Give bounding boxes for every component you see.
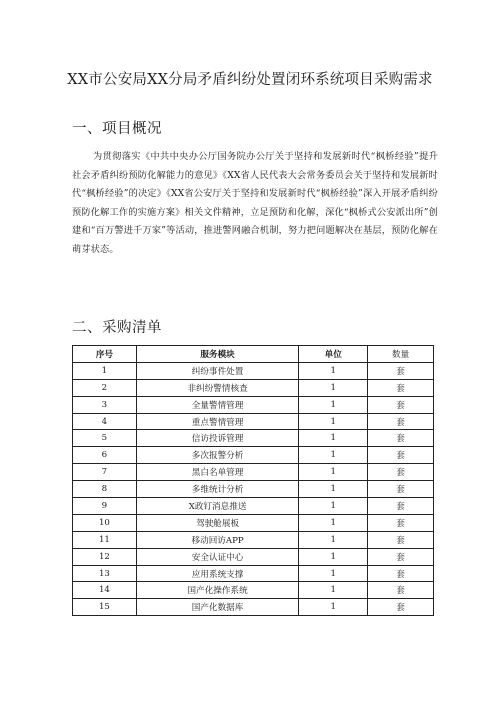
cell-module: 国产化操作系统 xyxy=(136,582,299,599)
cell-index: 11 xyxy=(73,531,137,548)
cell-quantity: 套 xyxy=(368,531,434,548)
cell-unit: 1 xyxy=(299,413,368,430)
cell-unit: 1 xyxy=(299,464,368,481)
cell-unit: 1 xyxy=(299,498,368,515)
cell-index: 12 xyxy=(73,548,137,565)
table-row xyxy=(73,514,434,531)
cell-module: 移动回访APP xyxy=(136,531,299,548)
cell-quantity: 套 xyxy=(368,548,434,565)
cell-index: 5 xyxy=(73,430,137,447)
section-heading-procurement-list: 二、采购清单 xyxy=(72,320,162,336)
cell-index: 13 xyxy=(73,565,137,582)
cell-unit: 1 xyxy=(299,514,368,531)
procurement-table xyxy=(72,345,434,616)
cell-unit: 1 xyxy=(299,599,368,616)
table-row xyxy=(73,413,434,430)
cell-module: 驾驶舱展板 xyxy=(136,514,299,531)
header-unit: 单位 xyxy=(299,346,368,363)
header-index: 序号 xyxy=(73,346,137,363)
cell-quantity: 套 xyxy=(368,582,434,599)
cell-module: 纠纷事件处置 xyxy=(136,362,299,379)
document-title: XX市公安局XX分局矛盾纠纷处置闭环系统项目采购需求 xyxy=(67,72,433,88)
cell-module: 安全认证中心 xyxy=(136,548,299,565)
cell-quantity: 套 xyxy=(368,413,434,430)
cell-module: 全量警情管理 xyxy=(136,396,299,413)
cell-unit: 1 xyxy=(299,565,368,582)
cell-module: X政钉消息推送 xyxy=(136,498,299,515)
header-service-module: 服务模块 xyxy=(136,346,299,363)
table-row xyxy=(73,396,434,413)
cell-module: 黑白名单管理 xyxy=(136,464,299,481)
cell-module: 重点警情管理 xyxy=(136,413,299,430)
cell-quantity: 套 xyxy=(368,514,434,531)
table-row xyxy=(73,464,434,481)
cell-module: 非纠纷警情核查 xyxy=(136,379,299,396)
table-row xyxy=(73,379,434,396)
cell-module: 多维统计分析 xyxy=(136,481,299,498)
cell-index: 8 xyxy=(73,481,137,498)
cell-quantity: 套 xyxy=(368,362,434,379)
cell-quantity: 套 xyxy=(368,396,434,413)
header-quantity: 数量 xyxy=(368,346,434,363)
table-row xyxy=(73,599,434,616)
cell-index: 2 xyxy=(73,379,137,396)
cell-module: 应用系统支撑 xyxy=(136,565,299,582)
cell-unit: 1 xyxy=(299,396,368,413)
table-row xyxy=(73,362,434,379)
cell-index: 14 xyxy=(73,582,137,599)
cell-index: 7 xyxy=(73,464,137,481)
cell-index: 10 xyxy=(73,514,137,531)
cell-index: 6 xyxy=(73,447,137,464)
cell-quantity: 套 xyxy=(368,447,434,464)
cell-quantity: 套 xyxy=(368,379,434,396)
cell-quantity: 套 xyxy=(368,599,434,616)
cell-quantity: 套 xyxy=(368,481,434,498)
table-header-row xyxy=(73,346,434,363)
table-row xyxy=(73,498,434,515)
section-heading-overview: 一、项目概况 xyxy=(72,121,162,137)
cell-unit: 1 xyxy=(299,548,368,565)
overview-paragraph: 为贯彻落实《中共中央办公厅国务院办公厅关于坚持和发展新时代“枫桥经验”提升社会矛盾纠纷预防化解能力的意见》《XX省人民代表大会常务委员会关于坚持和发展新时代“枫桥经验”的决定》《XX省公安厅关于坚持和发展新时代“枫桥经验”深入开展矛盾纠纷预防化解工作的实施方案》相关文件精神，立足预防和化解，深化“枫桥式公安派出所”创建和“百万警进千万家”等活动，推进警网融合机制，努力把问题解决在基层，预防化解在萌芽状态。 xyxy=(72,151,438,255)
table-row xyxy=(73,565,434,582)
cell-unit: 1 xyxy=(299,447,368,464)
cell-module: 多次报警分析 xyxy=(136,447,299,464)
table-row xyxy=(73,531,434,548)
cell-quantity: 套 xyxy=(368,464,434,481)
cell-module: 信访投诉管理 xyxy=(136,430,299,447)
cell-unit: 1 xyxy=(299,362,368,379)
table-row xyxy=(73,481,434,498)
cell-quantity: 套 xyxy=(368,565,434,582)
cell-quantity: 套 xyxy=(368,498,434,515)
cell-quantity: 套 xyxy=(368,430,434,447)
table-row xyxy=(73,430,434,447)
cell-unit: 1 xyxy=(299,379,368,396)
cell-index: 4 xyxy=(73,413,137,430)
cell-unit: 1 xyxy=(299,531,368,548)
cell-module: 国产化数据库 xyxy=(136,599,299,616)
cell-index: 1 xyxy=(73,362,137,379)
cell-index: 15 xyxy=(73,599,137,616)
cell-unit: 1 xyxy=(299,430,368,447)
table-row xyxy=(73,582,434,599)
cell-unit: 1 xyxy=(299,481,368,498)
cell-unit: 1 xyxy=(299,582,368,599)
table-row xyxy=(73,447,434,464)
cell-index: 3 xyxy=(73,396,137,413)
cell-index: 9 xyxy=(73,498,137,515)
table-row xyxy=(73,548,434,565)
